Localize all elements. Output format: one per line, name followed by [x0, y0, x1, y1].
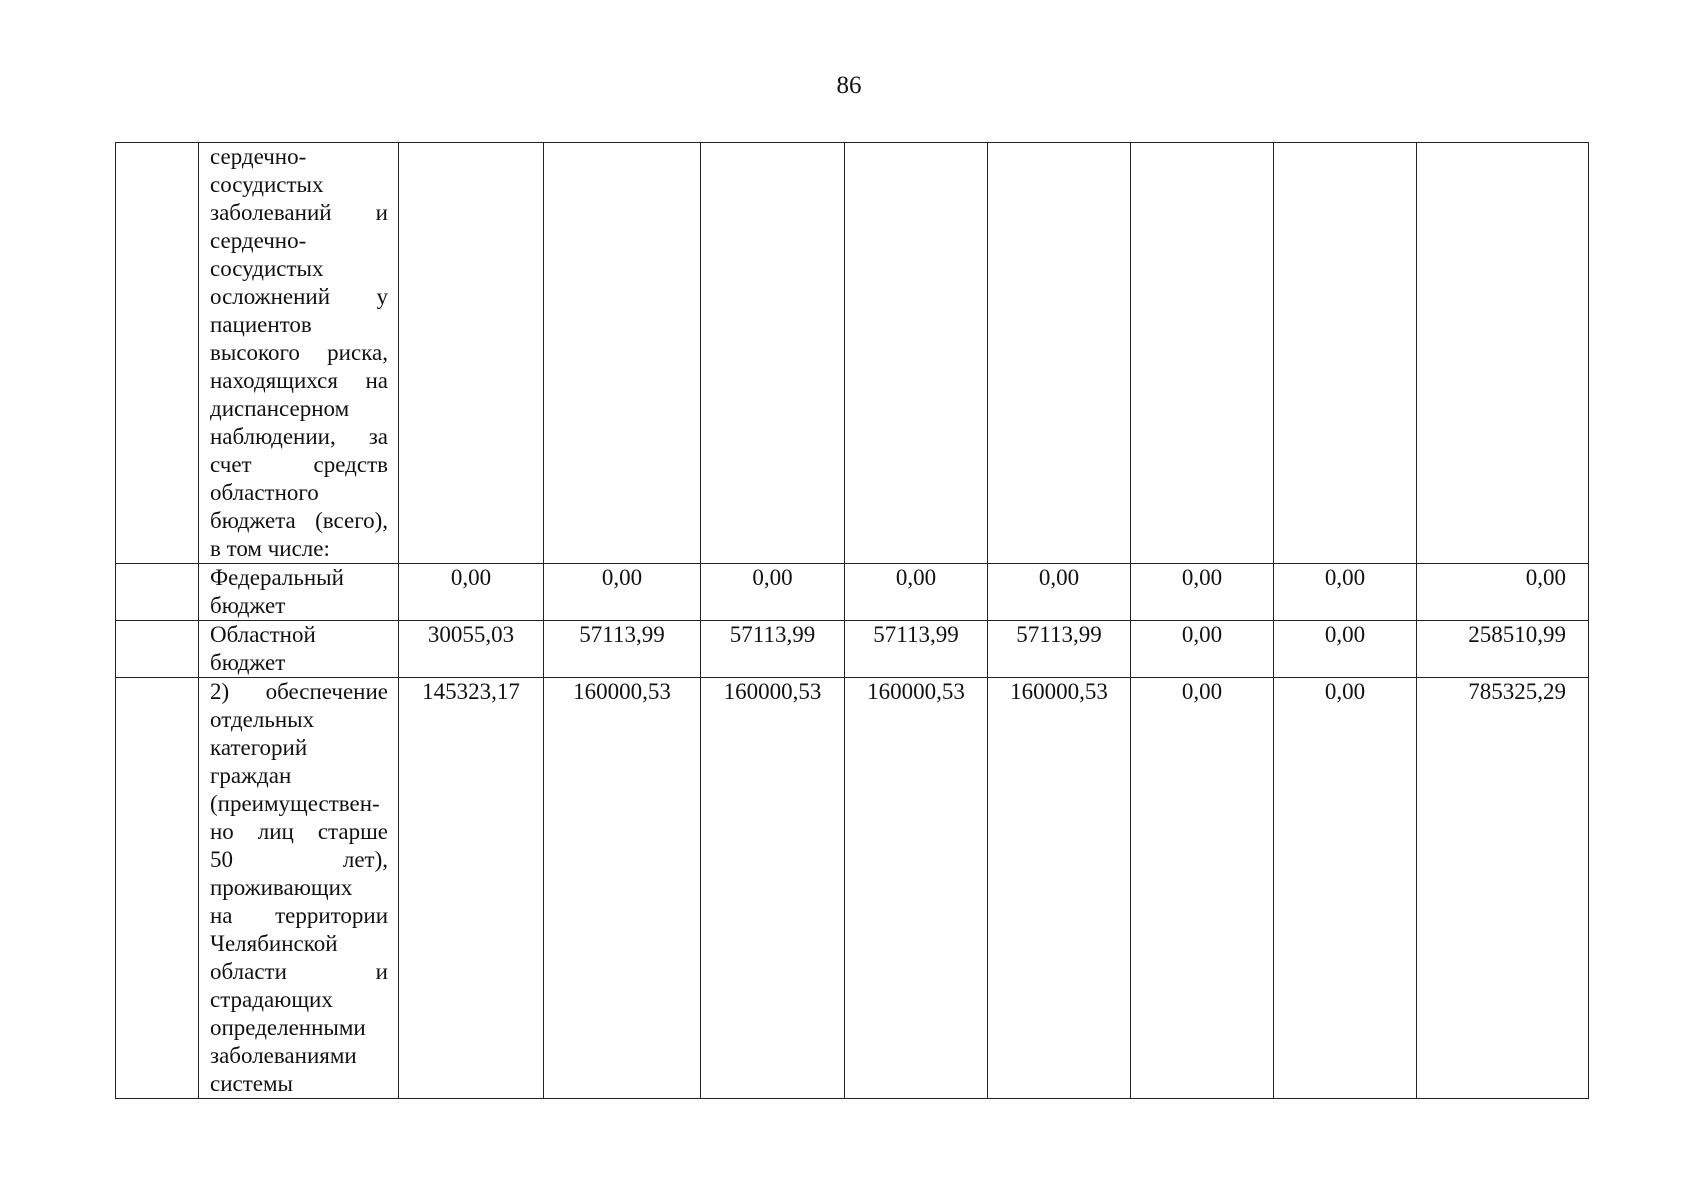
- value-cell: 0,00: [1131, 564, 1274, 621]
- description-line: граждан: [210, 763, 292, 788]
- description-line: находящихся на: [210, 368, 388, 393]
- total-value-cell: 0,00: [1417, 564, 1589, 621]
- description-line: сосудистых: [210, 172, 324, 197]
- value-cell: [399, 143, 544, 564]
- description-line: категорий: [210, 735, 308, 760]
- description-line: в том числе:: [210, 536, 330, 561]
- description-line: определенными: [210, 1015, 366, 1040]
- row-number-cell: [116, 564, 199, 621]
- value-cell: 160000,53: [845, 678, 988, 1099]
- table-row: [116, 621, 1589, 678]
- value-cell: 0,00: [1274, 564, 1417, 621]
- value-cell: 0,00: [1131, 621, 1274, 678]
- description-line: бюджета (всего),: [210, 508, 388, 533]
- description-line: бюджет: [210, 650, 286, 675]
- row-description-cell: [199, 678, 399, 1099]
- description-line: 50 лет),: [210, 847, 388, 872]
- value-cell: 160000,53: [544, 678, 701, 1099]
- row-number-cell: [116, 678, 199, 1099]
- value-cell: [988, 143, 1131, 564]
- description-line: на территории: [210, 903, 388, 928]
- description-line: проживающих: [210, 875, 353, 900]
- description-line: Федеральный: [210, 565, 344, 590]
- description-line: высокого риска,: [210, 340, 388, 365]
- value-cell: [1131, 143, 1274, 564]
- total-value-cell: 785325,29: [1417, 678, 1589, 1099]
- value-cell: 57113,99: [988, 621, 1131, 678]
- description-line: сосудистых: [210, 256, 324, 281]
- description-line: Областной: [210, 622, 316, 647]
- row-number-cell: [116, 143, 199, 564]
- row-description-cell: [199, 143, 399, 564]
- description-line: пациентов: [210, 312, 312, 337]
- value-cell: 160000,53: [988, 678, 1131, 1099]
- value-cell: 0,00: [544, 564, 701, 621]
- description-line: сердечно-: [210, 144, 307, 169]
- description-line: наблюдении, за: [210, 424, 388, 449]
- table-row: [116, 143, 1589, 564]
- row-number-cell: [116, 621, 199, 678]
- table-row: [116, 564, 1589, 621]
- description-line: (преимуществен-: [210, 791, 380, 816]
- value-cell: 0,00: [988, 564, 1131, 621]
- table-body: [116, 143, 1589, 1099]
- description-line: осложнений у: [210, 284, 388, 309]
- value-cell: 160000,53: [701, 678, 845, 1099]
- description-line: страдающих: [210, 987, 333, 1012]
- value-cell: 57113,99: [845, 621, 988, 678]
- row-description-cell: [199, 564, 399, 621]
- value-cell: 0,00: [701, 564, 845, 621]
- description-line: бюджет: [210, 593, 286, 618]
- value-cell: 0,00: [1131, 678, 1274, 1099]
- value-cell: 30055,03: [399, 621, 544, 678]
- description-line: счет средств: [210, 452, 388, 477]
- value-cell: [544, 143, 701, 564]
- value-cell: [1274, 143, 1417, 564]
- value-cell: 57113,99: [701, 621, 845, 678]
- description-line: диспансерном: [210, 396, 350, 421]
- value-cell: 145323,17: [399, 678, 544, 1099]
- description-line: 2) обеспечение: [210, 679, 388, 704]
- row-description-cell: [199, 621, 399, 678]
- table-row: [116, 678, 1589, 1099]
- description-line: областного: [210, 480, 319, 505]
- budget-table: [115, 142, 1589, 1099]
- value-cell: 0,00: [1274, 621, 1417, 678]
- description-line: но лиц старше: [210, 819, 388, 844]
- value-cell: 57113,99: [544, 621, 701, 678]
- value-cell: 0,00: [1274, 678, 1417, 1099]
- page-number: 86: [836, 72, 862, 99]
- description-line: области и: [210, 959, 388, 984]
- description-line: заболеваниями: [210, 1043, 357, 1068]
- value-cell: [701, 143, 845, 564]
- total-value-cell: [1417, 143, 1589, 564]
- description-line: заболеваний и: [210, 200, 388, 225]
- description-line: Челябинской: [210, 931, 338, 956]
- value-cell: 0,00: [845, 564, 988, 621]
- value-cell: [845, 143, 988, 564]
- total-value-cell: 258510,99: [1417, 621, 1589, 678]
- description-line: системы: [210, 1071, 293, 1096]
- description-line: сердечно-: [210, 228, 307, 253]
- description-line: отдельных: [210, 707, 315, 732]
- value-cell: 0,00: [399, 564, 544, 621]
